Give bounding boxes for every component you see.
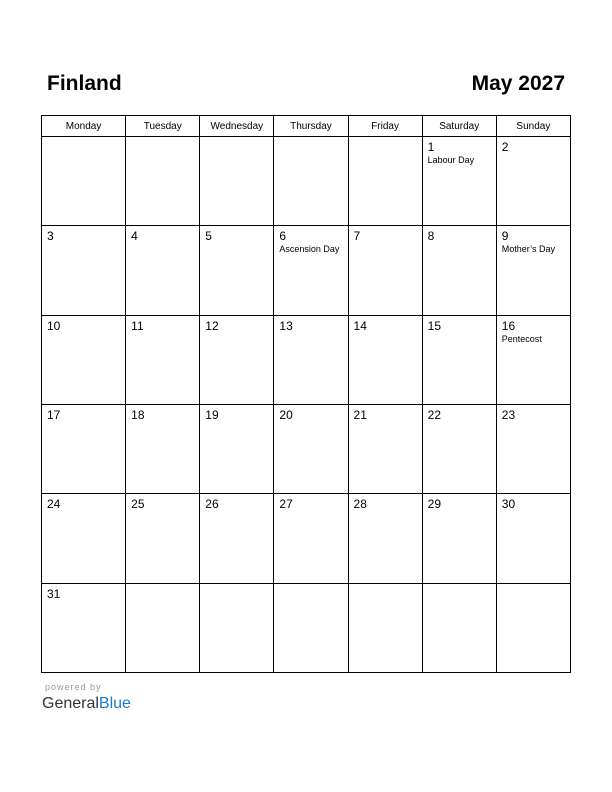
day-cell: [422, 226, 496, 315]
day-number: 10: [47, 318, 61, 333]
day-cell: [200, 404, 274, 493]
day-number: 8: [427, 229, 435, 244]
day-cell: [422, 404, 496, 493]
weekday-header: Wednesday: [200, 116, 274, 137]
day-number: [274, 137, 347, 140]
day-number: 3: [47, 229, 54, 244]
day-number: 22: [427, 407, 442, 422]
day-cell: [496, 315, 570, 404]
day-number: [349, 584, 422, 587]
day-number: [126, 584, 199, 587]
day-cell: [422, 137, 496, 226]
month-year-title: May 2027: [471, 72, 565, 95]
day-number: 23: [501, 407, 516, 422]
day-cell: [496, 226, 570, 315]
day-cell: [42, 583, 126, 672]
day-number: 31: [47, 586, 61, 601]
day-cell: [274, 226, 348, 315]
day-cell: [496, 137, 570, 226]
day-number: [42, 137, 125, 140]
day-number: 27: [279, 497, 293, 512]
day-cell: [274, 137, 348, 226]
day-cell: [348, 315, 422, 404]
weekday-header-row: [42, 116, 571, 137]
calendar-week-row: [42, 226, 571, 315]
day-cell: [422, 583, 496, 672]
day-cell: [348, 226, 422, 315]
day-cell: [348, 137, 422, 226]
day-number: 6: [279, 229, 287, 244]
day-number: [423, 584, 496, 587]
day-cell: [200, 583, 274, 672]
day-number: 28: [353, 497, 367, 512]
day-number: [200, 584, 273, 587]
weekday-header: Monday: [42, 116, 126, 137]
day-cell: [42, 404, 126, 493]
day-number: 17: [47, 407, 61, 422]
day-cell: [496, 494, 570, 583]
day-cell: [422, 494, 496, 583]
day-number: 7: [353, 229, 361, 244]
day-cell: [126, 583, 200, 672]
calendar-body: [42, 137, 571, 673]
day-cell: [274, 583, 348, 672]
calendar-week-row: [42, 315, 571, 404]
day-number: 5: [205, 229, 212, 244]
day-number: 12: [205, 318, 219, 333]
day-number: [200, 137, 273, 140]
footer-branding: [42, 682, 131, 715]
day-number: [497, 584, 570, 587]
day-number: 16: [501, 318, 516, 333]
weekday-header: Sunday: [496, 116, 570, 137]
day-cell: [274, 494, 348, 583]
day-number: 25: [131, 497, 145, 512]
day-number: [274, 584, 347, 587]
powered-by-text: powered by: [45, 682, 102, 692]
weekday-header: Friday: [348, 116, 422, 137]
day-number: 13: [279, 318, 293, 333]
day-cell: [42, 137, 126, 226]
day-cell: [274, 315, 348, 404]
day-cell: [126, 226, 200, 315]
day-cell: [422, 315, 496, 404]
holiday-label: Pentecost: [501, 333, 542, 344]
day-number: 4: [131, 229, 138, 244]
calendar-week-row: [42, 137, 571, 226]
day-number: [349, 137, 422, 140]
day-cell: [348, 494, 422, 583]
weekday-header: Saturday: [422, 116, 496, 137]
brand-name-blue: Blue: [98, 695, 131, 712]
day-cell: [42, 315, 126, 404]
brand-name-general: General: [42, 695, 99, 712]
day-cell: [126, 315, 200, 404]
day-cell: [200, 226, 274, 315]
day-cell: [126, 404, 200, 493]
holiday-label: Ascension Day: [279, 244, 340, 255]
calendar-grid: [41, 115, 571, 673]
day-number: 18: [131, 407, 145, 422]
day-cell: [274, 404, 348, 493]
calendar-week-row: [42, 494, 571, 583]
day-cell: [126, 494, 200, 583]
day-cell: [126, 137, 200, 226]
day-number: [126, 137, 199, 140]
weekday-header: Thursday: [274, 116, 348, 137]
day-cell: [42, 494, 126, 583]
day-number: 1: [427, 140, 435, 154]
day-number: 29: [427, 497, 442, 512]
day-number: 30: [501, 497, 516, 512]
day-number: 15: [427, 318, 442, 333]
day-number: 20: [279, 407, 293, 422]
day-cell: [496, 583, 570, 672]
day-cell: [348, 404, 422, 493]
calendar-week-row: [42, 404, 571, 493]
day-cell: [200, 137, 274, 226]
day-number: 26: [205, 497, 219, 512]
day-number: 21: [353, 407, 367, 422]
day-number: 19: [205, 407, 219, 422]
day-cell: [200, 315, 274, 404]
holiday-label: Mother’s Day: [501, 244, 555, 255]
country-title: Finland: [47, 72, 122, 95]
holiday-label: Labour Day: [427, 155, 475, 165]
day-number: 11: [131, 318, 144, 333]
day-number: 24: [47, 497, 61, 512]
day-cell: [200, 494, 274, 583]
day-number: 14: [353, 318, 367, 333]
day-cell: [348, 583, 422, 672]
day-cell: [42, 226, 126, 315]
weekday-header: Tuesday: [126, 116, 200, 137]
day-number: 2: [501, 140, 509, 154]
brand-logo: [42, 693, 131, 715]
day-number: 9: [501, 229, 509, 244]
calendar-week-row: [42, 583, 571, 672]
day-cell: [496, 404, 570, 493]
